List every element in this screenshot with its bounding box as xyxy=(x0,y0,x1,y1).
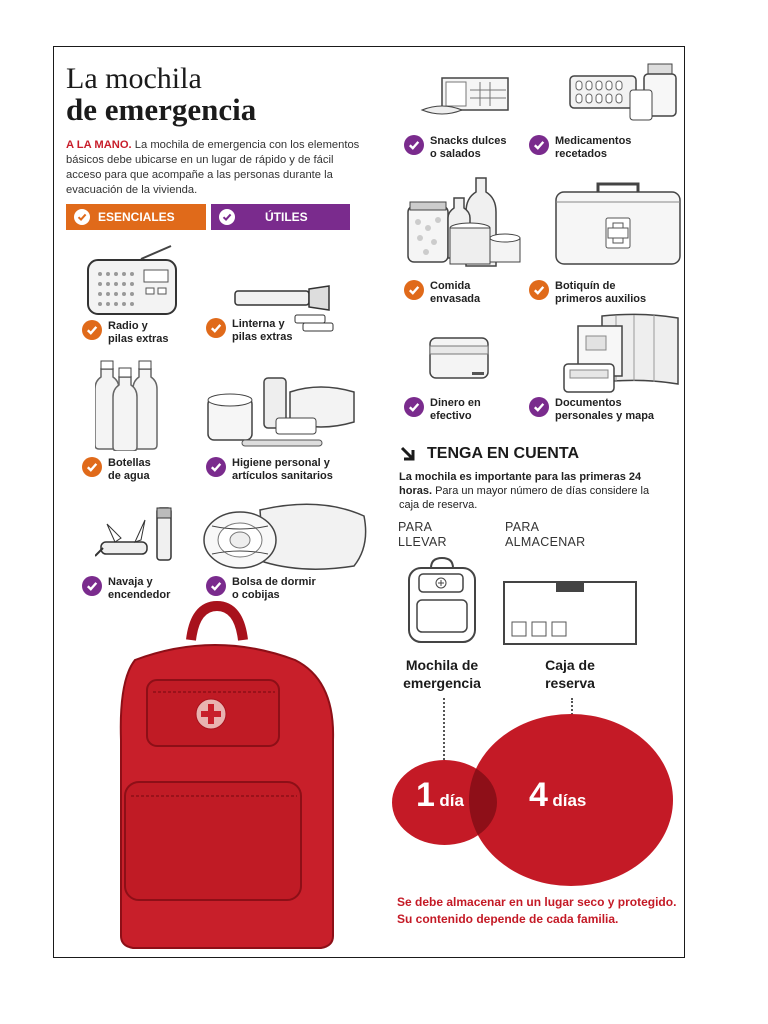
item-radio xyxy=(82,320,169,346)
sleeping-bag-icon xyxy=(200,500,368,572)
label-caja xyxy=(520,656,620,692)
item-documents xyxy=(529,397,654,423)
item-label: Botiquín de xyxy=(555,280,616,292)
legend-useful xyxy=(211,204,350,230)
item-label: Bolsa de dormir xyxy=(232,576,316,588)
days-unit: día xyxy=(439,791,464,810)
item-label: Higiene personal y xyxy=(232,457,330,469)
item-label: Botellas xyxy=(108,457,151,469)
item-label: o salados xyxy=(430,148,481,160)
item-first-aid xyxy=(529,280,646,306)
item-label: efectivo xyxy=(430,410,472,422)
days-backpack xyxy=(416,776,464,815)
check-icon xyxy=(529,397,549,417)
hygiene-icon xyxy=(206,370,358,454)
check-icon xyxy=(404,397,424,417)
label-para-almacenar xyxy=(505,520,586,550)
check-icon xyxy=(404,280,424,300)
documents-icon xyxy=(562,308,682,394)
radio-icon xyxy=(86,244,180,316)
days-number: 4 xyxy=(529,776,548,814)
label-mochila xyxy=(388,656,496,692)
check-icon xyxy=(529,135,549,155)
intro-paragraph xyxy=(66,138,371,198)
label-para-llevar xyxy=(398,520,447,550)
compare-label: emergencia xyxy=(403,675,481,691)
check-icon xyxy=(404,135,424,155)
item-label: Dinero en xyxy=(430,397,481,409)
title-line-2: de emergencia xyxy=(66,92,257,127)
legend-essentials xyxy=(66,204,206,230)
compare-text: ALMACENAR xyxy=(505,535,586,549)
medicine-icon xyxy=(568,62,678,124)
days-reserve xyxy=(529,776,586,815)
item-hygiene xyxy=(206,457,333,483)
title-line-1: La mochila xyxy=(66,62,202,95)
tenga-title: TENGA EN CUENTA xyxy=(427,445,579,462)
compare-label: Caja de xyxy=(545,657,595,673)
item-label: Medicamentos xyxy=(555,135,632,147)
item-water xyxy=(82,457,151,483)
tenga-heading xyxy=(399,445,579,463)
item-label: Comida xyxy=(430,280,471,292)
item-snacks xyxy=(404,135,506,161)
check-icon xyxy=(82,457,102,477)
item-label: personales y mapa xyxy=(555,410,655,422)
item-label: recetados xyxy=(555,148,607,160)
compare-text: LLEVAR xyxy=(398,535,447,549)
check-icon xyxy=(82,576,102,596)
check-icon xyxy=(529,280,549,300)
item-label: Linterna y xyxy=(232,318,285,330)
tenga-text: Para un mayor número de días considere la caja de reserva. xyxy=(399,485,650,511)
canned-food-icon xyxy=(406,176,524,270)
item-label: Navaja y xyxy=(108,576,153,588)
item-label: artículos sanitarios xyxy=(232,470,333,482)
legend-useful-label: ÚTILES xyxy=(265,210,308,224)
item-label: primeros auxilios xyxy=(555,293,647,305)
item-flashlight xyxy=(206,318,293,344)
check-icon xyxy=(219,209,235,225)
backpack-outline-icon xyxy=(405,556,479,646)
legend-essentials-label: ESENCIALES xyxy=(98,210,175,224)
compare-label: reserva xyxy=(545,675,595,691)
compare-text: PARA xyxy=(398,520,433,534)
tenga-bold: La mochila es importante para las primeras 24 horas. xyxy=(399,471,642,497)
footer-line-1: Se debe almacenar en un lugar seco y protegido. xyxy=(397,895,677,909)
compare-text: PARA xyxy=(505,520,540,534)
days-number: 1 xyxy=(416,776,435,814)
backpack-icon xyxy=(95,600,340,952)
intro-text: La mochila de emergencia con los elementos básicos debe ubicarse en un lugar de rápido y de fácil acceso para que acompañe a las personas durante la evacuación de la vivienda. xyxy=(66,139,360,196)
item-label: Radio y xyxy=(108,320,148,332)
check-icon xyxy=(206,576,226,596)
intro-lead: A LA MANO. xyxy=(66,139,132,151)
item-medicine xyxy=(529,135,631,161)
footer-line-2: Su contenido depende de cada familia. xyxy=(397,912,619,926)
wallet-icon xyxy=(428,336,492,382)
item-canned-food xyxy=(404,280,480,306)
check-icon xyxy=(206,457,226,477)
item-label: Documentos xyxy=(555,397,622,409)
arrow-down-right-icon xyxy=(399,445,417,463)
item-label: de agua xyxy=(108,470,150,482)
item-label: o cobijas xyxy=(232,589,280,601)
knife-lighter-icon xyxy=(95,506,175,562)
snacks-icon xyxy=(420,76,512,120)
item-knife xyxy=(82,576,170,602)
item-label: pilas extras xyxy=(108,333,169,345)
check-icon xyxy=(74,209,90,225)
tenga-paragraph xyxy=(399,470,669,512)
footer-note xyxy=(397,894,682,928)
item-label: encendedor xyxy=(108,589,171,601)
compare-label: Mochila de xyxy=(405,657,479,673)
storage-box-icon xyxy=(502,580,638,646)
water-bottles-icon xyxy=(95,355,165,451)
check-icon xyxy=(82,320,102,340)
days-unit: días xyxy=(552,791,587,810)
item-label: pilas extras xyxy=(232,331,293,343)
item-label: envasada xyxy=(430,293,481,305)
item-label: Snacks dulces xyxy=(430,135,507,147)
first-aid-kit-icon xyxy=(554,180,684,268)
item-sleeping-bag xyxy=(206,576,316,602)
item-cash xyxy=(404,397,481,423)
check-icon xyxy=(206,318,226,338)
